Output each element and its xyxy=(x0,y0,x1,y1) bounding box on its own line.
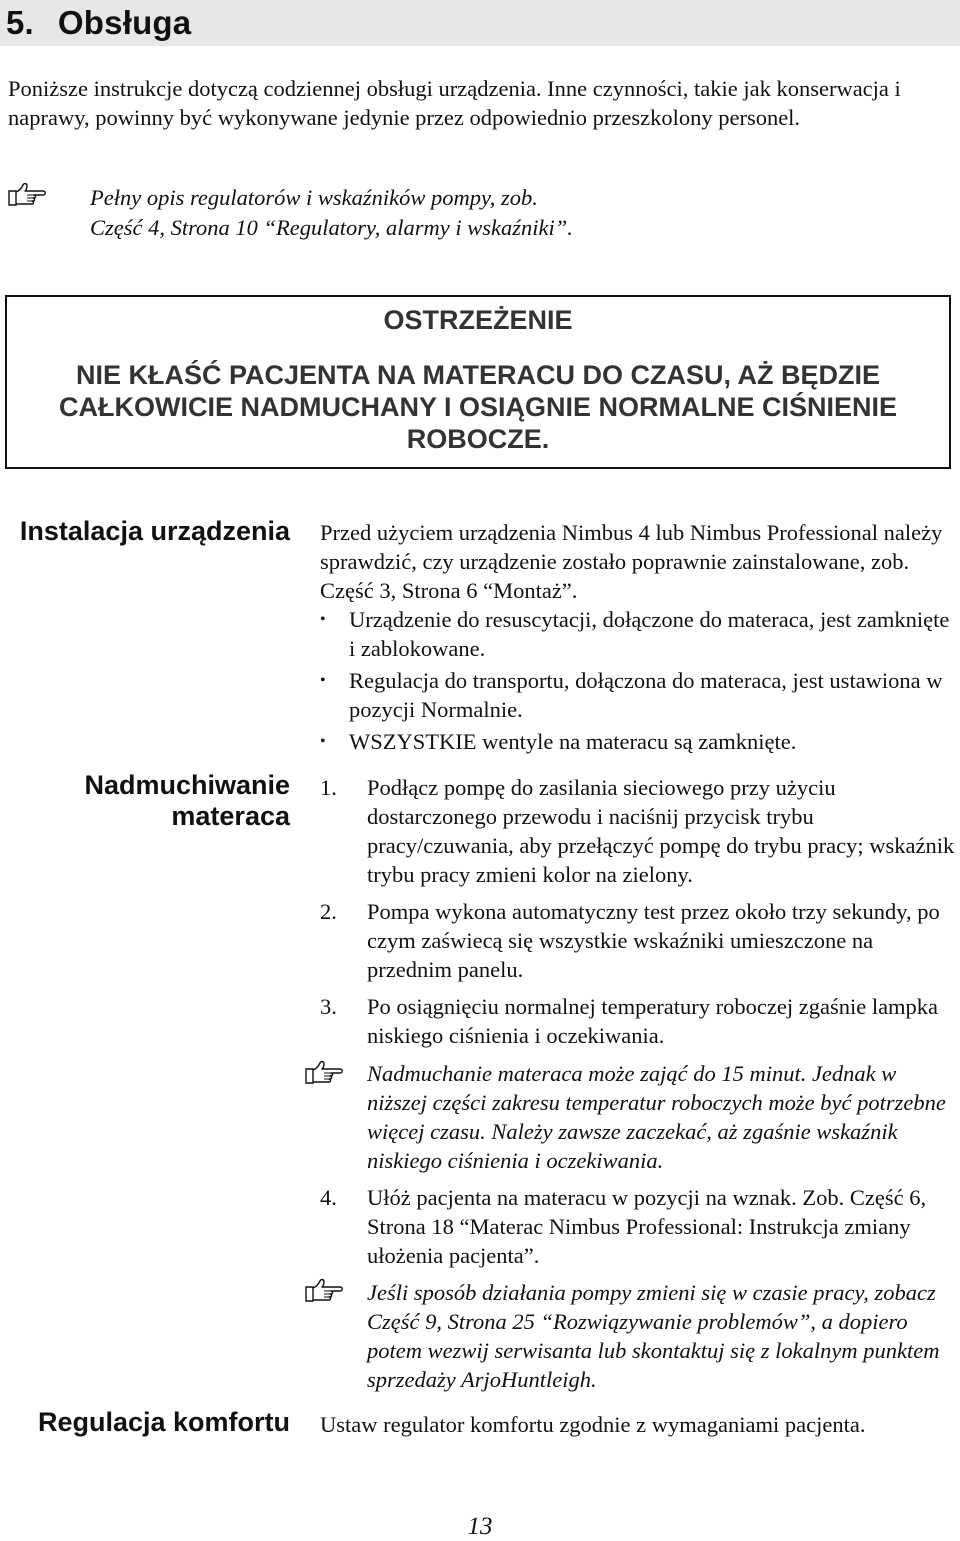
pointing-hand-icon xyxy=(305,1060,343,1086)
install-checklist xyxy=(320,605,955,759)
warning-line: ROBOCZE. xyxy=(406,424,550,454)
note-line-1: Pełny opis regulatorów i wskaźników pompy, zob. xyxy=(90,185,538,210)
comfort-paragraph: Ustaw regulator komfortu zgodnie z wymaganiami pacjenta. xyxy=(320,1412,866,1437)
list-item: • Regulacja do transportu, dołączona do materaca, jest ustawiona w pozycji Normalnie. xyxy=(320,668,943,722)
warning-line: NIE KŁAŚĆ PACJENTA NA MATERACU DO CZASU, AŻ BĘDZIE xyxy=(75,360,880,390)
intro-paragraph: Poniższe instrukcje dotyczą codziennej obsługi urządzenia. Inne czynności, takie jak konserwacja i naprawy, powinny być wykonywane jedynie przez odpowiednio przeszkolony personel. xyxy=(8,76,901,130)
install-paragraph: Przed użyciem urządzenia Nimbus 4 lub Nimbus Professional należy sprawdzić, czy urządzenie zostało poprawnie zainstalowane, zob. Część 3, Strona 6 “Montaż”. xyxy=(320,520,943,603)
bullet-icon: • xyxy=(320,733,326,750)
bullet-icon: • xyxy=(320,672,326,689)
section-number: 5. xyxy=(6,4,34,41)
step-item: 1. Podłącz pompę do zasilania sieciowego przy użyciu dostarczonego przewodu i naciśnij przycisk trybu pracy/czuwania, aby przełączyć pompę do trybu pracy; wskaźnik trybu pracy zmieni kolor na zielony. xyxy=(320,775,955,887)
inflate-heading: Nadmuchiwanie materaca xyxy=(84,770,290,831)
warning-text xyxy=(7,359,949,455)
note-troubleshooting: Jeśli sposób działania pompy zmieni się w czasie pracy, zobacz Część 9, Strona 25 “Rozwiązywanie problemów”, a dopiero potem wezwij serwisanta lub skontaktuj się z lokalnym punktem sprzedaży ArjoHuntleigh. xyxy=(367,1280,940,1392)
section-title: Obsługa xyxy=(57,4,192,41)
warning-title: OSTRZEŻENIE xyxy=(383,305,573,335)
list-item: • WSZYSTKIE wentyle na materacu są zamknięte. xyxy=(320,729,797,754)
page-number: 13 xyxy=(467,1513,493,1540)
warning-box xyxy=(5,295,951,469)
step-item: 2. Pompa wykona automatyczny test przez około trzy sekundy, po czym zaświecą się wszystkie wskaźniki umieszczone na przednim panelu. xyxy=(320,899,940,982)
note-controls-reference xyxy=(90,183,950,243)
pointing-hand-icon xyxy=(8,182,46,208)
comfort-heading: Regulacja komfortu xyxy=(37,1407,290,1437)
pointing-hand-icon xyxy=(305,1278,343,1304)
note-line-2: Część 4, Strona 10 “Regulatory, alarmy i wskaźniki”. xyxy=(90,215,573,240)
install-heading: Instalacja urządzenia xyxy=(19,516,290,546)
list-item: • Urządzenie do resuscytacji, dołączone do materaca, jest zamknięte i zablokowane. xyxy=(320,607,950,661)
note-inflation-time: Nadmuchanie materaca może zająć do 15 minut. Jednak w niższej części zakresu temperatur roboczych może być potrzebne więcej czasu. Należy zawsze zaczekać, aż zgaśnie wskaźnik niskiego ciśnienia i oczekiwania. xyxy=(367,1061,946,1173)
bullet-icon: • xyxy=(320,611,326,628)
step-item: 4. Ułóż pacjenta na materacu w pozycji na wznak. Zob. Część 6, Strona 18 “Materac Nimbus Professional: Instrukcja zmiany ułożenia pacjenta”. xyxy=(320,1185,927,1268)
step-item: 3. Po osiągnięciu normalnej temperatury roboczej zgaśnie lampka niskiego ciśnienia i oczekiwania. xyxy=(320,994,939,1048)
section-header-bar xyxy=(0,0,960,46)
section-heading xyxy=(6,4,191,42)
warning-line: CAŁKOWICIE NADMUCHANY I OSIĄGNIE NORMALNE CIŚNIENIE xyxy=(58,392,898,422)
